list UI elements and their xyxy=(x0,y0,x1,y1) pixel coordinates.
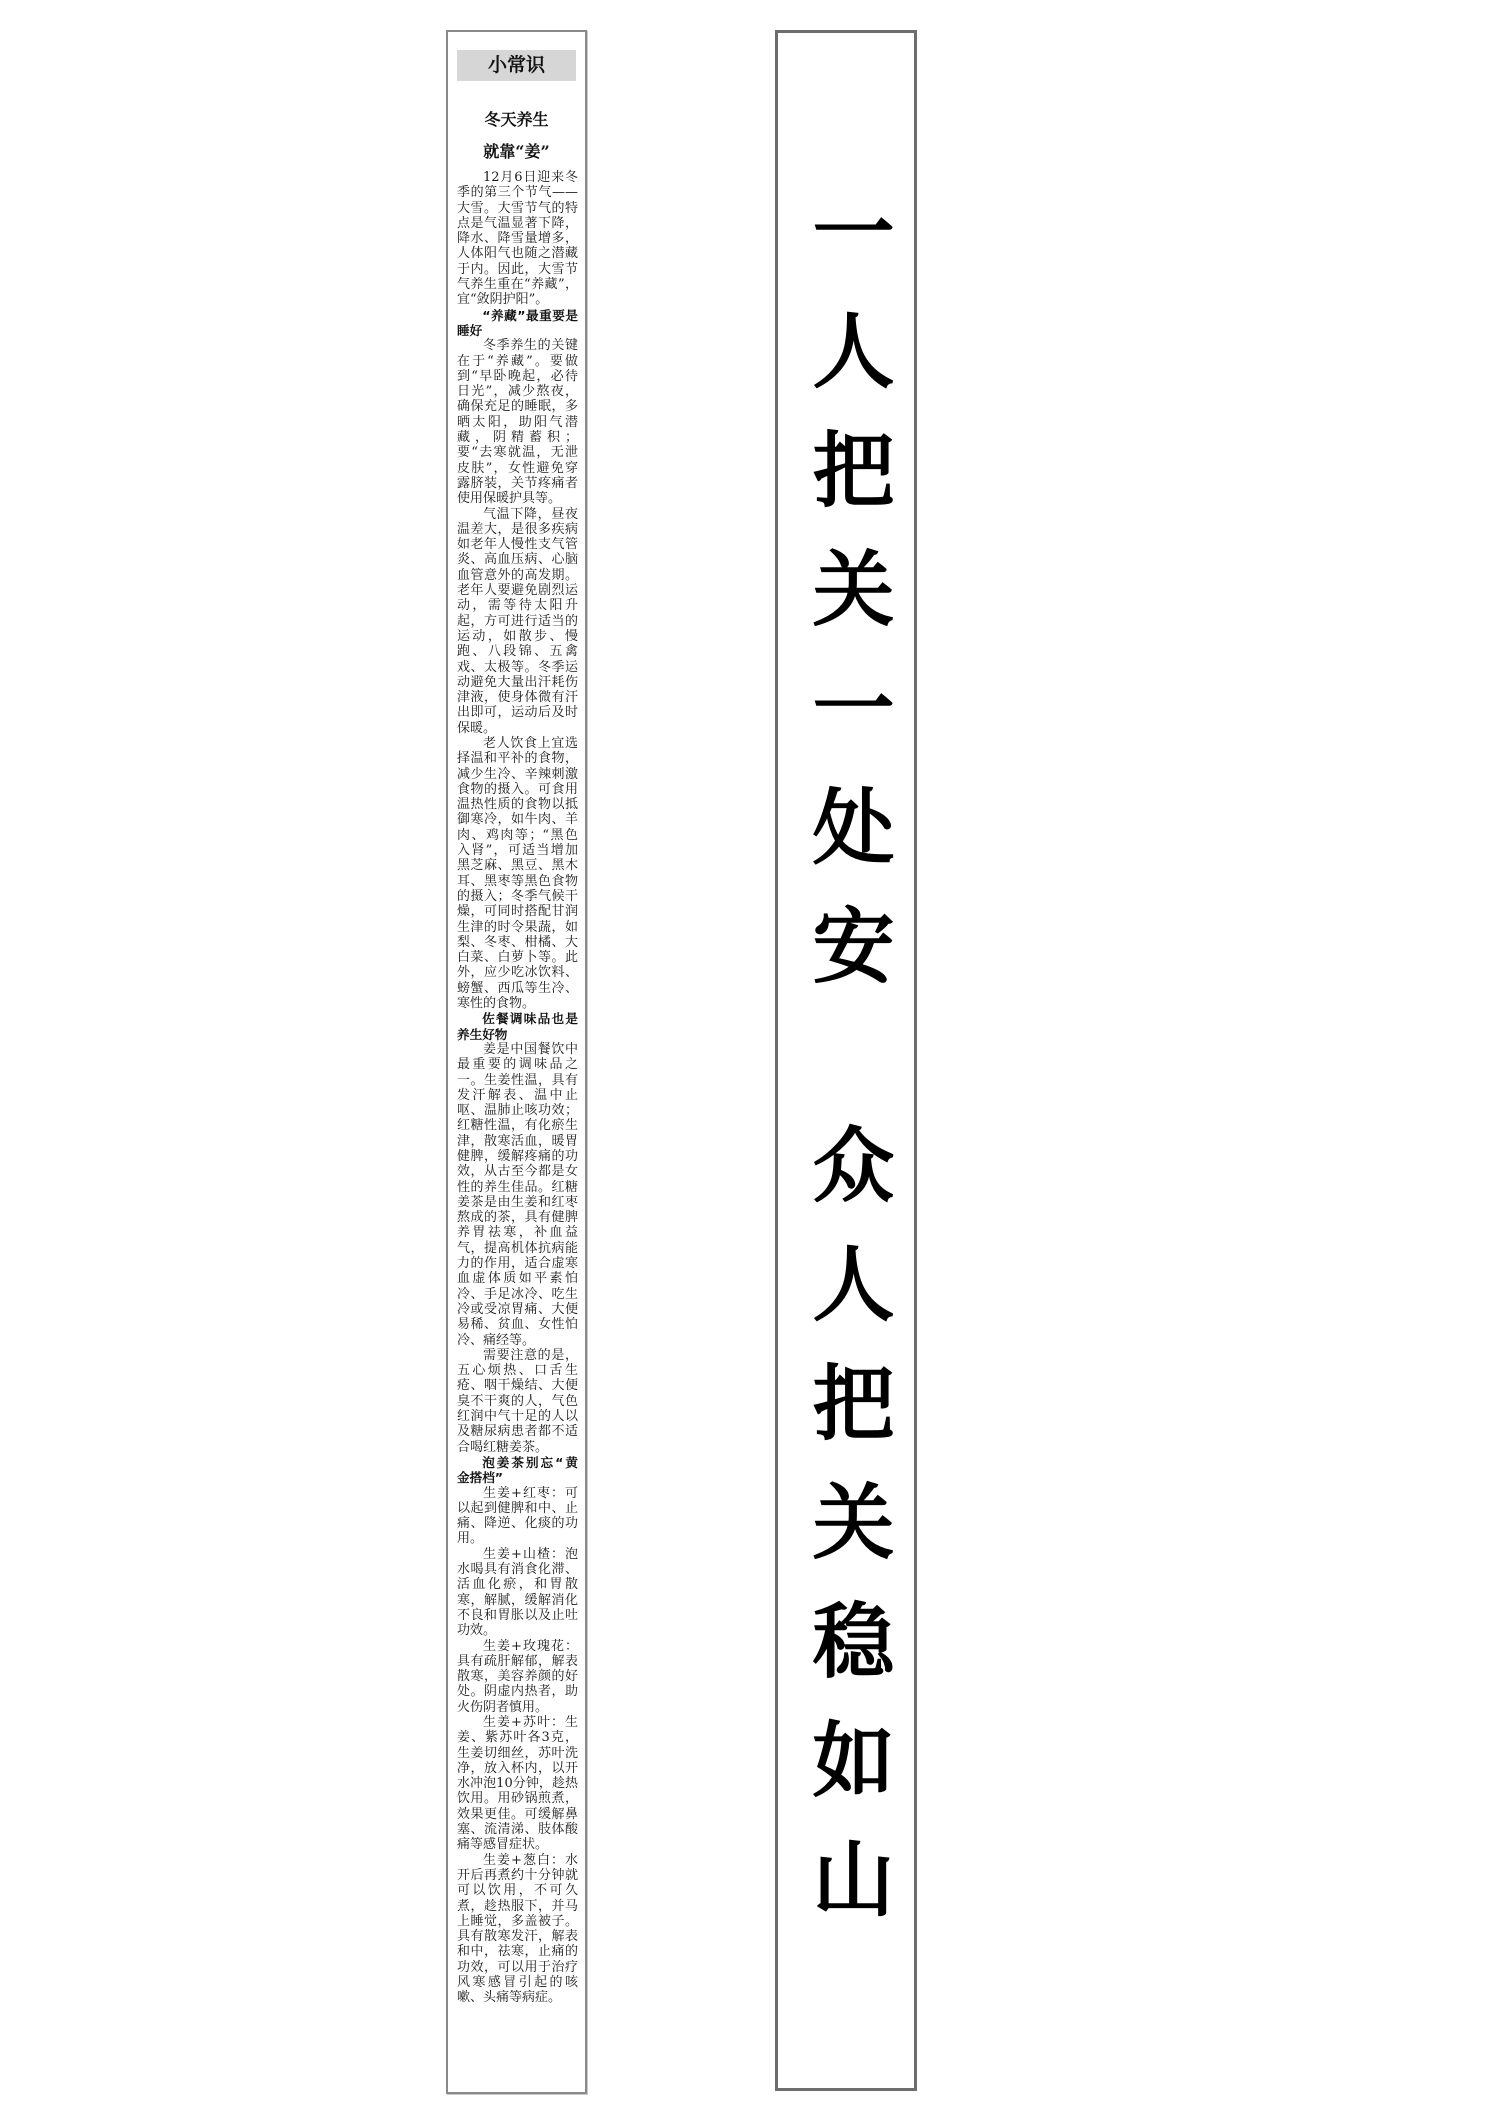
article-column xyxy=(446,30,587,2094)
paragraph: 需要注意的是，五心烦热、口舌生疮、咽干燥结、大便臭不干爽的人，气色红润中气十足的人以及糖尿病患者都不适合喝红糖姜茶。 xyxy=(457,1347,578,1455)
slogan-line-2: 众人把关稳如山 xyxy=(799,1122,894,1955)
paragraph: 生姜+玫瑰花：具有疏肝解郁，解表散寒，美容养颜的好处。阴虚内热者，助火伤阴者慎用。 xyxy=(457,1638,578,1715)
slogan-line-1: 一人把关一处安 xyxy=(799,189,894,1022)
section-label: 小常识 xyxy=(457,50,576,81)
paragraph: 生姜+红枣：可以起到健脾和中、止痛、降逆、化痰的功用。 xyxy=(457,1485,578,1547)
paragraph: 生姜+葱白：水开后再煮约十分钟就可以饮用，不可久煮，趁热服下，并马上睡觉，多盖被子。具有散寒发汗，解表和中，祛寒，止痛的功效，可以用于治疗风寒感冒引起的咳嗽、头痛等病症。 xyxy=(457,1852,578,2006)
subheading: 佐餐调味品也是养生好物 xyxy=(457,1011,578,1042)
paragraph: 12月6日迎来冬季的第三个节气——大雪。大雪节气的特点是气温显著下降，降水、降雪量增多，人体阳气也随之潜藏于内。因此，大雪节气养生重在“养藏”，宜“敛阴护阳”。 xyxy=(457,170,578,308)
article-body xyxy=(457,170,578,2006)
subheading: “养藏”最重要是睡好 xyxy=(457,307,578,338)
paragraph: 生姜+山楂：泡水喝具有消食化滞、活血化瘀，和胃散寒，解腻，缓解消化不良和胃胀以及止吐功效。 xyxy=(457,1546,578,1639)
paragraph: 老人饮食上宜选择温和平补的食物，减少生冷、辛辣刺激食物的摄入。可食用温热性质的食物以抵御寒冷，如牛肉、羊肉、鸡肉等；“黑色入肾”，可适当增加黑芝麻、黑豆、黑木耳、黑枣等黑色食物的摄入；冬季气候干燥，可同时搭配甘润生津的时令果蔬，如梨、冬枣、柑橘、大白菜、白萝卜等。此外，应少吃冰饮料、螃蟹、西瓜等生冷、寒性的食物。 xyxy=(457,735,578,1012)
subheading: 泡姜茶别忘“黄金搭档” xyxy=(457,1454,578,1486)
paragraph: 姜是中国餐饮中最重要的调味品之一。生姜性温，具有发汗解表、温中止呕、温肺止咳功效；红糖性温，有化瘀生津，散寒活血，暖胃健脾，缓解疼痛的功效，从古至今都是女性的养生佳品。红糖姜茶是由生姜和红枣熬成的茶，具有健脾养胃祛寒，补血益气，提高机体抗病能力的作用，适合虚寒血虚体质如平素怕冷、手足冰冷、吃生冷或受凉胃痛、大便易稀、贫血、女性怕冷、痛经等。 xyxy=(457,1041,578,1348)
paragraph: 气温下降，昼夜温差大，是很多疾病如老年人慢性支气管炎、高血压病、心脑血管意外的高发期。老年人要避免剧烈运动，需等待太阳升起，方可进行适当的运动，如散步、慢跑、八段锦、五禽戏、太极等。冬季运动避免大量出汗耗伤津液，使身体微有汗出即可，运动后及时保暖。 xyxy=(457,506,578,736)
slogan-panel xyxy=(775,30,917,2091)
article-title-line-2: 就靠“姜” xyxy=(483,142,550,161)
paragraph: 冬季养生的关键在于“养藏”。要做到“早卧晚起，必待日光”，减少熬夜，确保充足的睡眠，多晒太阳，助阳气潜藏，阴精蓄积；要“去寒就温，无泄皮肤”，女性避免穿露脐装，关节疼痛者使用保暖护具等。 xyxy=(457,338,578,507)
article-title-line-1: 冬天养生 xyxy=(484,110,549,129)
paragraph: 生姜+苏叶：生姜、紫苏叶各3克，生姜切细丝，苏叶洗净，放入杯内，以开水冲泡10分钟，趁热饮用。用砂锅煎煮，效果更佳。可缓解鼻塞、流清涕、肢体酸痛等感冒症状。 xyxy=(457,1714,578,1853)
